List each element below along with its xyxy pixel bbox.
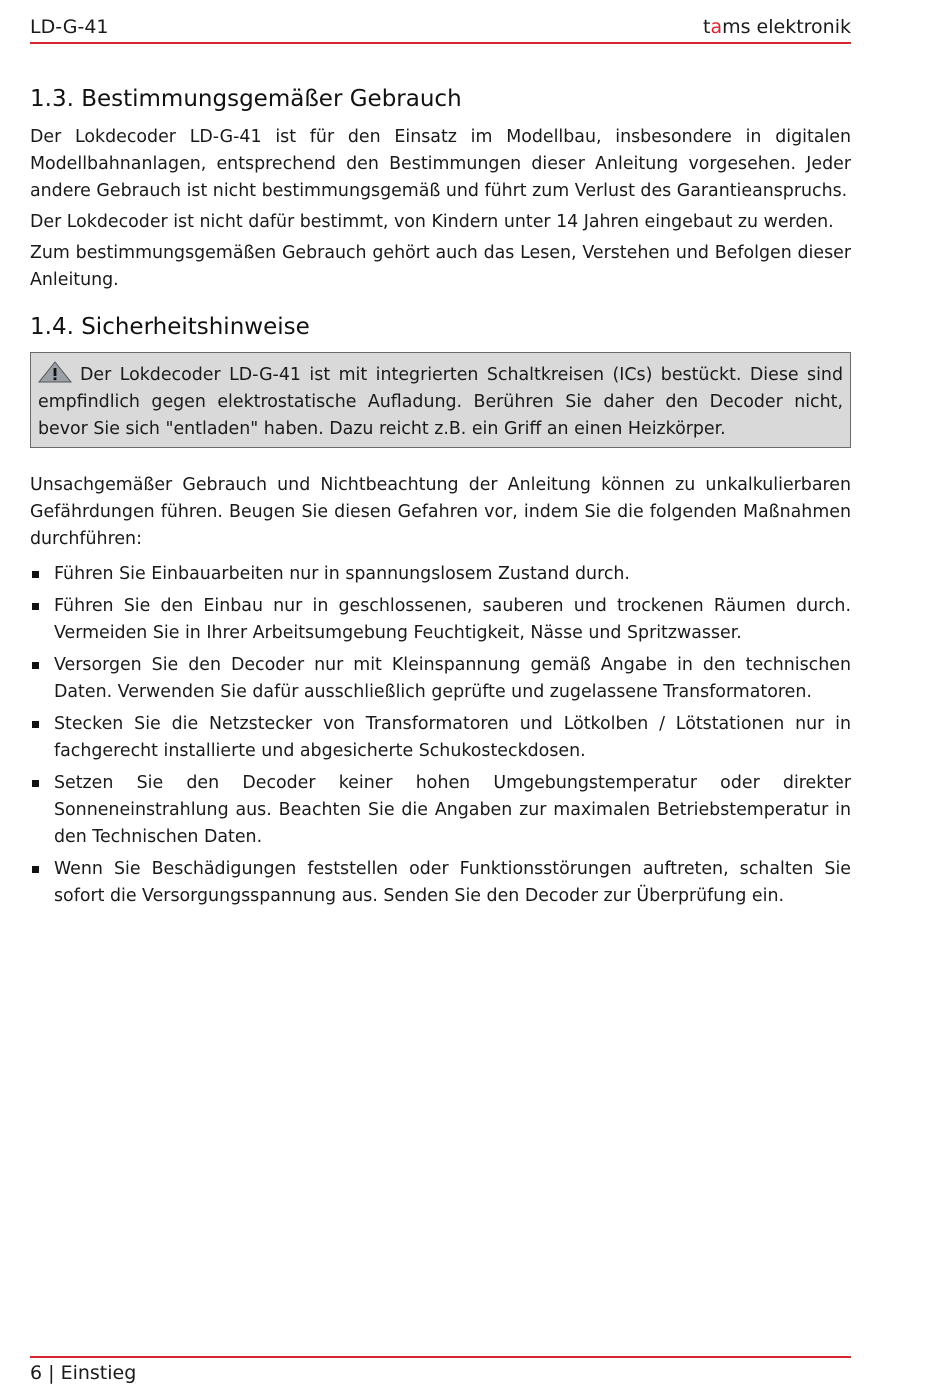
- safety-measures-list: [30, 561, 851, 910]
- bullet-icon: [32, 662, 39, 669]
- list-item: Versorgen Sie den Decoder nur mit Kleinspannung gemäß Angabe in den technischen Daten. Verwenden Sie dafür ausschließlich geprüfte und zugelassene Transformatoren.: [30, 652, 851, 706]
- list-item: Stecken Sie die Netzstecker von Transformatoren und Lötkolben / Lötstationen nur in fachgerecht installierte und abgesicherte Schukosteckdosen.: [30, 711, 851, 765]
- document-id: LD-G-41: [30, 16, 109, 38]
- list-item: Führen Sie den Einbau nur in geschlossenen, sauberen und trockenen Räumen durch. Vermeiden Sie in Ihrer Arbeitsumgebung Feuchtigkeit, Nässe und Spritzwasser.: [30, 593, 851, 647]
- brand-name: tams elektronik: [702, 16, 851, 38]
- bullet-icon: [32, 571, 39, 578]
- page-number-label: 6 | Einstieg: [30, 1362, 137, 1384]
- bullet-icon: [32, 780, 39, 787]
- section-title-sicherheitshinweise: 1.4. Sicherheitshinweise: [30, 314, 310, 340]
- page-footer: [30, 1356, 851, 1384]
- paragraph: Zum bestimmungsgemäßen Gebrauch gehört auch das Lesen, Verstehen und Befolgen dieser Anleitung.: [30, 243, 851, 290]
- warning-triangle-icon: [38, 361, 72, 383]
- bullet-icon: [32, 603, 39, 610]
- warning-box: [30, 352, 851, 448]
- page-header: [30, 14, 851, 44]
- page-content: [30, 86, 851, 915]
- section-title-bestimmungsgemaesser-gebrauch: 1.3. Bestimmungsgemäßer Gebrauch: [30, 86, 462, 112]
- paragraph: Der Lokdecoder ist nicht dafür bestimmt, von Kindern unter 14 Jahren eingebaut zu werden.: [30, 212, 834, 232]
- paragraph: Der Lokdecoder LD-G-41 ist für den Einsatz im Modellbau, insbesondere in digitalen Modellbahnanlagen, entsprechend den Bestimmungen dieser Anleitung vorgesehen. Jeder andere Gebrauch ist nicht bestimmungsgemäß und führt zum Verlust des Garantieanspruchs.: [30, 127, 851, 201]
- list-item: Führen Sie Einbauarbeiten nur in spannungslosem Zustand durch.: [30, 561, 851, 588]
- list-item: Setzen Sie den Decoder keiner hohen Umgebungstemperatur oder direkter Sonneneinstrahlung aus. Beachten Sie die Angaben zur maximalen Betriebstemperatur in den Technischen Daten.: [30, 770, 851, 851]
- bullet-icon: [32, 866, 39, 873]
- list-item: Wenn Sie Beschädigungen feststellen oder Funktionsstörungen auftreten, schalten Sie sofort die Versorgungsspannung aus. Senden Sie den Decoder zur Überprüfung ein.: [30, 856, 851, 910]
- bullet-icon: [32, 721, 39, 728]
- paragraph: Unsachgemäßer Gebrauch und Nichtbeachtung der Anleitung können zu unkalkulierbaren Gefährdungen führen. Beugen Sie diesen Gefahren vor, indem Sie die folgenden Maßnahmen durchführen:: [30, 475, 851, 549]
- warning-text: Der Lokdecoder LD-G-41 ist mit integrierten Schaltkreisen (ICs) bestückt. Diese sind empfindlich gegen elektrostatische Aufladung. Berühren Sie daher den Decoder nicht, bevor Sie sich "entladen" haben. Dazu reicht z.B. ein Griff an einen Heizkörper.: [38, 365, 843, 439]
